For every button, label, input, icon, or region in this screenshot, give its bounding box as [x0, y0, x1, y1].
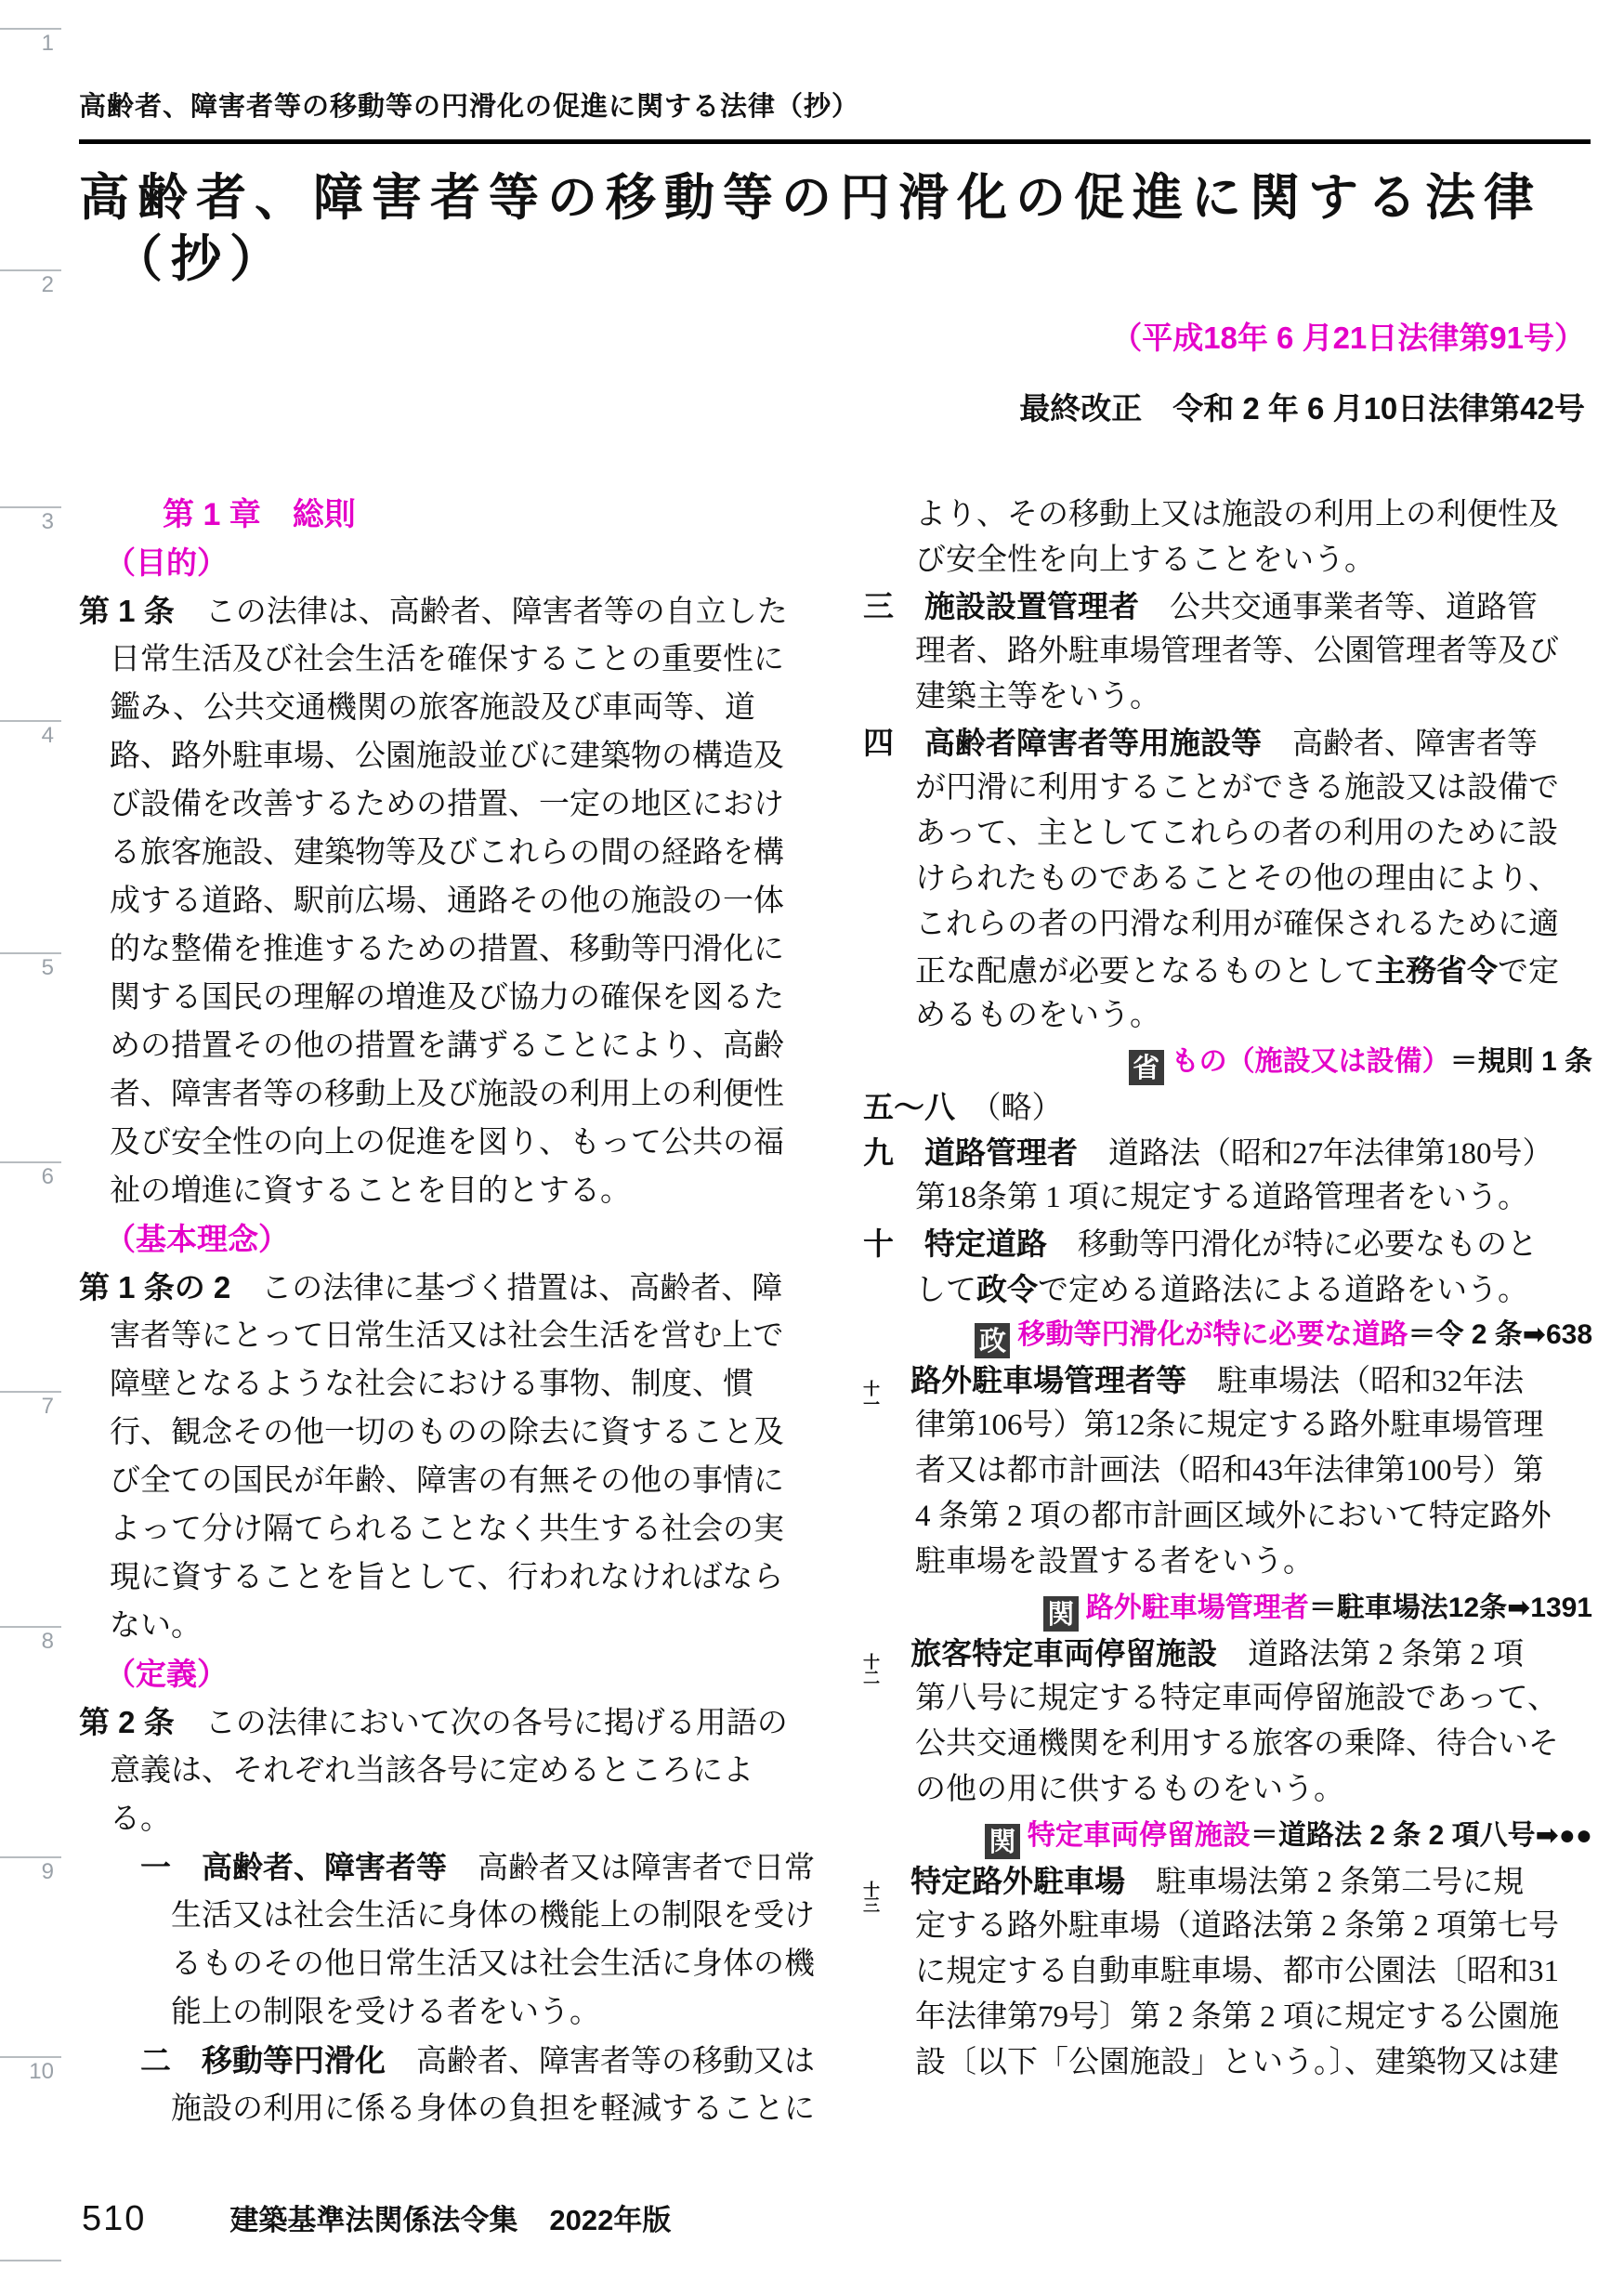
- page-number: 510: [82, 2199, 147, 2238]
- text-line: 第18条第 1 項に規定する道路管理者をいう。: [915, 1181, 1528, 1214]
- text-line: 第 1 条 この法律は、高齢者、障害者等の自立した: [79, 594, 788, 629]
- text-line: 生活又は社会生活に身体の機能上の制限を受け: [171, 1899, 815, 1933]
- text-line: 理者、路外駐車場管理者等、公園管理者等及び: [915, 635, 1559, 668]
- text-line: 現に資することを旨として、行われなければなら: [110, 1561, 784, 1594]
- margin-tab: [0, 2056, 61, 2086]
- margin-tab: [0, 28, 61, 58]
- text-line: 十 三 特定路外駐車場 駐車場法第 2 条第二号に規: [863, 1864, 1525, 1915]
- article-caption: （目的）: [105, 545, 228, 580]
- page-title-line2: （抄）: [112, 231, 288, 287]
- text-line: 四 高齢者障害者等用施設等 高齢者、障害者等: [863, 726, 1538, 761]
- last-amendment: 最終改正 令和 2 年 6 月10日法律第42号: [1019, 391, 1585, 426]
- stacked-item-number: 十 二: [863, 1653, 881, 1687]
- column-right: [858, 492, 1596, 2086]
- tab-number: 8: [41, 1629, 54, 1654]
- text-line: より、その移動上又は施設の利用上の利便性及: [915, 498, 1559, 531]
- tab-number: 1: [41, 31, 54, 56]
- tab-number: 3: [41, 509, 54, 534]
- text-line: あって、主としてこれらの者の利用のために設: [915, 817, 1559, 850]
- text-line: して政令で定める道路法による道路をいう。: [915, 1272, 1528, 1307]
- text-line: 駐車場を設置する者をいう。: [915, 1545, 1314, 1579]
- text-line: 鑑み、公共交通機関の旅客施設及び車両等、道: [110, 691, 755, 725]
- article-caption: （定義）: [105, 1657, 228, 1691]
- text-line: これらの者の円滑な利用が確保されるために適: [915, 908, 1559, 941]
- text-line: めの措置その他の措置を講ずることにより、高齢: [110, 1029, 784, 1063]
- chapter-heading: 第 1 章 総則: [163, 497, 356, 532]
- text-line: 及び安全性の向上の促進を図り、もって公共の福: [110, 1126, 784, 1160]
- margin-tab: [0, 1856, 61, 1886]
- text-line: 三 施設設置管理者 公共交通事業者等、道路管: [863, 589, 1538, 624]
- text-line: 害者等にとって日常生活又は社会生活を営む上で: [110, 1319, 784, 1353]
- text-line: 律第106号）第12条に規定する路外駐車場管理: [915, 1409, 1544, 1442]
- text-line: 者、障害者等の移動上及び施設の利用上の利便性: [110, 1078, 784, 1111]
- text-line: に規定する自動車駐車場、都市公園法〔昭和31: [915, 1955, 1559, 1988]
- article-caption: （基本理念）: [105, 1222, 289, 1256]
- text-line: 建築主等をいう。: [915, 680, 1160, 714]
- reference-badge: 省: [1129, 1050, 1164, 1085]
- text-line: 行、観念その他一切のものの除去に資すること及: [110, 1416, 784, 1449]
- text-line: 定する路外駐車場（道路法第 2 条第 2 項第七号: [915, 1909, 1559, 1943]
- text-line: 関する国民の理解の増進及び協力の確保を図るた: [110, 981, 784, 1015]
- text-line: る。: [110, 1802, 171, 1836]
- text-line: るものその他日常生活又は社会生活に身体の機: [171, 1947, 815, 1981]
- reference-annotation: 政 移動等円滑化が特に必要な道路＝令 2 条➡638: [858, 1312, 1596, 1357]
- page-title: [79, 167, 1542, 290]
- tab-number: 4: [41, 723, 54, 748]
- stacked-item-number: 十 一: [863, 1380, 881, 1414]
- margin-tab: [0, 1391, 61, 1421]
- edition: 2022年版: [549, 2204, 672, 2236]
- reference-annotation: 関 特定車両停留施設＝道路法 2 条 2 項八号➡●●: [858, 1813, 1596, 1858]
- reference-annotation: 省 もの（施設又は設備）＝規則 1 条: [858, 1039, 1596, 1084]
- margin-tab: [0, 952, 61, 982]
- tab-number: 7: [41, 1394, 54, 1419]
- text-line: 的な整備を推進するための措置、移動等円滑化に: [110, 933, 784, 966]
- text-line: 意義は、それぞれ当該各号に定めるところによ: [110, 1754, 753, 1788]
- text-line: 年法律第79号〕第 2 条第 2 項に規定する公園施: [915, 2000, 1559, 2034]
- reference-badge: 関: [985, 1824, 1020, 1859]
- reference-badge: 政: [975, 1323, 1010, 1358]
- footer: [82, 2196, 671, 2239]
- column-left: [79, 491, 813, 2133]
- tab-number: 6: [41, 1164, 54, 1189]
- text-line: めるものをいう。: [915, 999, 1160, 1032]
- text-line: 第八号に規定する特定車両停留施設であって、: [915, 1682, 1559, 1715]
- enactment-date: （平成18年 6 月21日法律第91号）: [1111, 321, 1585, 355]
- text-line: 五〜八 （略）: [863, 1090, 1063, 1125]
- tab-number: 2: [41, 272, 54, 297]
- text-line: 施設の利用に係る身体の負担を軽減することに: [171, 2092, 815, 2126]
- tab-number: 9: [41, 1859, 54, 1884]
- text-line: る旅客施設、建築物等及びこれらの間の経路を構: [110, 836, 784, 870]
- text-line: 障壁となるような社会における事物、制度、慣: [110, 1368, 753, 1401]
- text-line: び全ての国民が年齢、障害の有無その他の事情に: [110, 1464, 784, 1498]
- margin-tab: [0, 506, 61, 536]
- stacked-item-number: 十 三: [863, 1881, 881, 1915]
- text-line: よって分け隔てられることなく共生する社会の実: [110, 1513, 784, 1546]
- text-line: 正な配慮が必要となるものとして主務省令で定: [915, 953, 1559, 989]
- text-line: 成する道路、駅前広場、通路その他の施設の一体: [110, 885, 784, 918]
- tab-line: [0, 2260, 61, 2261]
- margin-tab: [0, 1161, 61, 1191]
- text-line: 一 高齢者、障害者等 高齢者又は障害者で日常: [140, 1850, 815, 1885]
- page-title-line1: 高齢者、障害者等の移動等の円滑化の促進に関する法律: [79, 170, 1542, 226]
- margin-tab: [0, 1626, 61, 1656]
- margin-tab: [0, 720, 61, 750]
- text-line: 第 1 条の 2 この法律に基づく措置は、高齢者、障: [79, 1270, 783, 1305]
- text-line: 公共交通機関を利用する旅客の乗降、待合いそ: [915, 1727, 1559, 1761]
- text-line: 日常生活及び社会生活を確保することの重要性に: [110, 643, 784, 676]
- margin-tab: [0, 2260, 61, 2261]
- text-line: び安全性を向上することをいう。: [915, 544, 1375, 577]
- reference-annotation: 関 路外駐車場管理者＝駐車場法12条➡1391: [858, 1585, 1596, 1631]
- running-title: 高齢者、障害者等の移動等の円滑化の促進に関する法律（抄）: [79, 92, 860, 122]
- text-line: 路、路外駐車場、公園施設並びに建築物の構造及: [110, 740, 784, 773]
- tab-number: 5: [41, 955, 54, 980]
- text-line: ない。: [110, 1609, 202, 1643]
- text-line: び設備を改善するための措置、一定の地区におけ: [110, 788, 784, 821]
- tab-number: 10: [29, 2059, 54, 2084]
- title-rule: [79, 139, 1591, 144]
- margin-tab: [0, 269, 61, 299]
- text-line: 二 移動等円滑化 高齢者、障害者等の移動又は: [140, 2043, 815, 2078]
- text-line: 九 道路管理者 道路法（昭和27年法律第180号）: [863, 1135, 1553, 1171]
- text-line: けられたものであることその他の理由により、: [915, 862, 1559, 896]
- text-line: が円滑に利用することができる施設又は設備で: [915, 771, 1559, 805]
- book-title: 建築基準法関係法令集: [229, 2204, 518, 2236]
- text-line: の他の用に供するものをいう。: [915, 1773, 1344, 1806]
- reference-badge: 関: [1043, 1596, 1079, 1632]
- text-line: 十 二 旅客特定車両停留施設 道路法第 2 条第 2 項: [863, 1636, 1525, 1687]
- text-line: 者又は都市計画法（昭和43年法律第100号）第: [915, 1454, 1544, 1488]
- text-line: 第 2 条 この法律において次の各号に掲げる用語の: [79, 1705, 788, 1740]
- text-line: 能上の制限を受ける者をいう。: [171, 1996, 600, 2029]
- text-line: 設〔以下「公園施設」という。〕、建築物又は建: [915, 2046, 1559, 2079]
- text-line: 十 特定道路 移動等円滑化が特に必要なものと: [863, 1226, 1538, 1262]
- text-line: 祉の増進に資することを目的とする。: [110, 1174, 631, 1208]
- text-line: 4 条第 2 項の都市計画区域外において特定路外: [915, 1500, 1552, 1533]
- text-line: 十 一 路外駐車場管理者等 駐車場法（昭和32年法: [863, 1363, 1525, 1414]
